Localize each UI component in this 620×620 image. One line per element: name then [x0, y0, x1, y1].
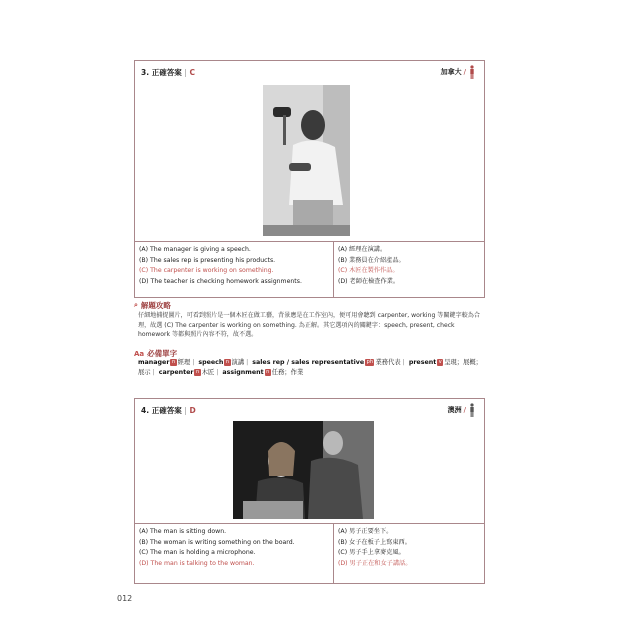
- font-icon: Aa: [134, 349, 145, 358]
- page-number: 012: [117, 594, 133, 603]
- accent-label: 加拿大: [440, 68, 462, 76]
- option-b-en: (B) The woman is writing something on the board.: [139, 538, 295, 546]
- slash-mark: /: [463, 68, 466, 76]
- divider: |: [216, 368, 219, 376]
- vocab-word: manager: [138, 359, 170, 366]
- tips-paragraph: 仔細地捕捉圖片，可看到照片是一個木匠在做工藝，背景應是在工作室內，便可用會聽到 carpenter, working 等關鍵字較為合理，故選 (C) The carpenter is working on something. 為正解。其它選項內的關鍵字：speech, present, check homework 等都與照片內容不符，故不選。: [138, 312, 480, 338]
- option-c-zh: (C) 男子手上拿麥克風。: [338, 549, 405, 556]
- option-c-en: (C) The carpenter is working on something.: [139, 267, 274, 274]
- option-d-zh: (D) 老師在檢查作業。: [338, 277, 400, 285]
- divider: |: [402, 359, 405, 366]
- chinese-options: [334, 524, 484, 584]
- english-options: [135, 242, 334, 298]
- vocab-word: sales rep / sales representative: [252, 359, 365, 366]
- vocab-title: 必備單字: [147, 349, 178, 358]
- answer-label: 正確答案: [151, 406, 182, 415]
- chinese-options: [334, 242, 484, 298]
- question-3-card: [134, 60, 485, 298]
- pos-badge: n: [225, 359, 230, 365]
- question-number: 3.: [141, 68, 150, 77]
- speaker-person-icon: [468, 403, 476, 417]
- accent-label: 澳洲: [447, 406, 462, 414]
- vocab-word: present: [408, 359, 437, 366]
- vocab-meaning: 業務代表: [375, 359, 401, 366]
- vocab-word: assignment: [222, 368, 264, 376]
- separator: |: [184, 68, 187, 77]
- vocab-word: speech: [198, 359, 224, 366]
- option-d-en: (D) The man is talking to the woman.: [139, 559, 255, 567]
- slash-mark: /: [463, 406, 466, 414]
- option-a-en: (A) The manager is giving a speech.: [139, 246, 251, 253]
- option-b-en: (B) The sales rep is presenting his products.: [139, 256, 276, 264]
- vocab-meaning: 任務；作業: [271, 368, 304, 376]
- vocab-meaning: 呈現；展概；展示: [138, 359, 482, 376]
- separator: |: [184, 406, 187, 415]
- option-a-zh: (A) 經理在演講。: [338, 246, 387, 253]
- option-d-en: (D) The teacher is checking homework assignments.: [139, 277, 302, 285]
- vocab-list: [138, 358, 488, 377]
- question-3-options: [135, 241, 484, 298]
- vocab-meaning: 經理: [177, 359, 191, 366]
- answer-letter: D: [189, 406, 196, 415]
- pos-badge: v: [438, 359, 442, 365]
- english-options: [135, 524, 334, 584]
- search-icon: ⌕: [134, 301, 138, 309]
- speaker-accent: [441, 65, 476, 79]
- divider: |: [152, 368, 155, 376]
- question-number: 4.: [141, 406, 150, 415]
- option-d-zh: (D) 男子正在和女子講話。: [338, 559, 412, 567]
- option-a-zh: (A) 男子正要坐下。: [338, 528, 393, 535]
- office-photo: [233, 421, 374, 519]
- vocab-meaning: 木匠: [201, 368, 215, 376]
- pos-badge: n: [195, 368, 200, 375]
- question-4-card: [134, 398, 485, 584]
- tips-title: 解題攻略: [140, 301, 171, 310]
- carpenter-photo: [263, 85, 350, 236]
- speaker-accent: [448, 403, 476, 417]
- speaker-person-icon: [468, 65, 476, 79]
- answer-letter: C: [189, 68, 195, 77]
- tips-heading: [134, 300, 171, 311]
- pos-badge: n: [171, 359, 176, 365]
- option-b-zh: (B) 業務員在介紹產品。: [338, 256, 405, 264]
- option-a-en: (A) The man is sitting down.: [139, 528, 227, 535]
- question-3-header: [141, 67, 195, 78]
- vocab-word: carpenter: [158, 368, 194, 376]
- option-c-en: (C) The man is holding a microphone.: [139, 549, 256, 556]
- option-b-zh: (B) 女子在板子上寫東西。: [338, 538, 411, 546]
- divider: |: [246, 359, 249, 366]
- book-page: [118, 36, 502, 610]
- vocab-meaning: 演講: [231, 359, 245, 366]
- answer-label: 正確答案: [151, 68, 182, 77]
- pos-badge: ph: [366, 359, 373, 365]
- question-4-header: [141, 405, 196, 416]
- question-4-options: [135, 523, 484, 584]
- option-c-zh: (C) 木匠在製作作品。: [338, 267, 399, 274]
- divider: |: [192, 359, 195, 366]
- pos-badge: n: [266, 368, 270, 375]
